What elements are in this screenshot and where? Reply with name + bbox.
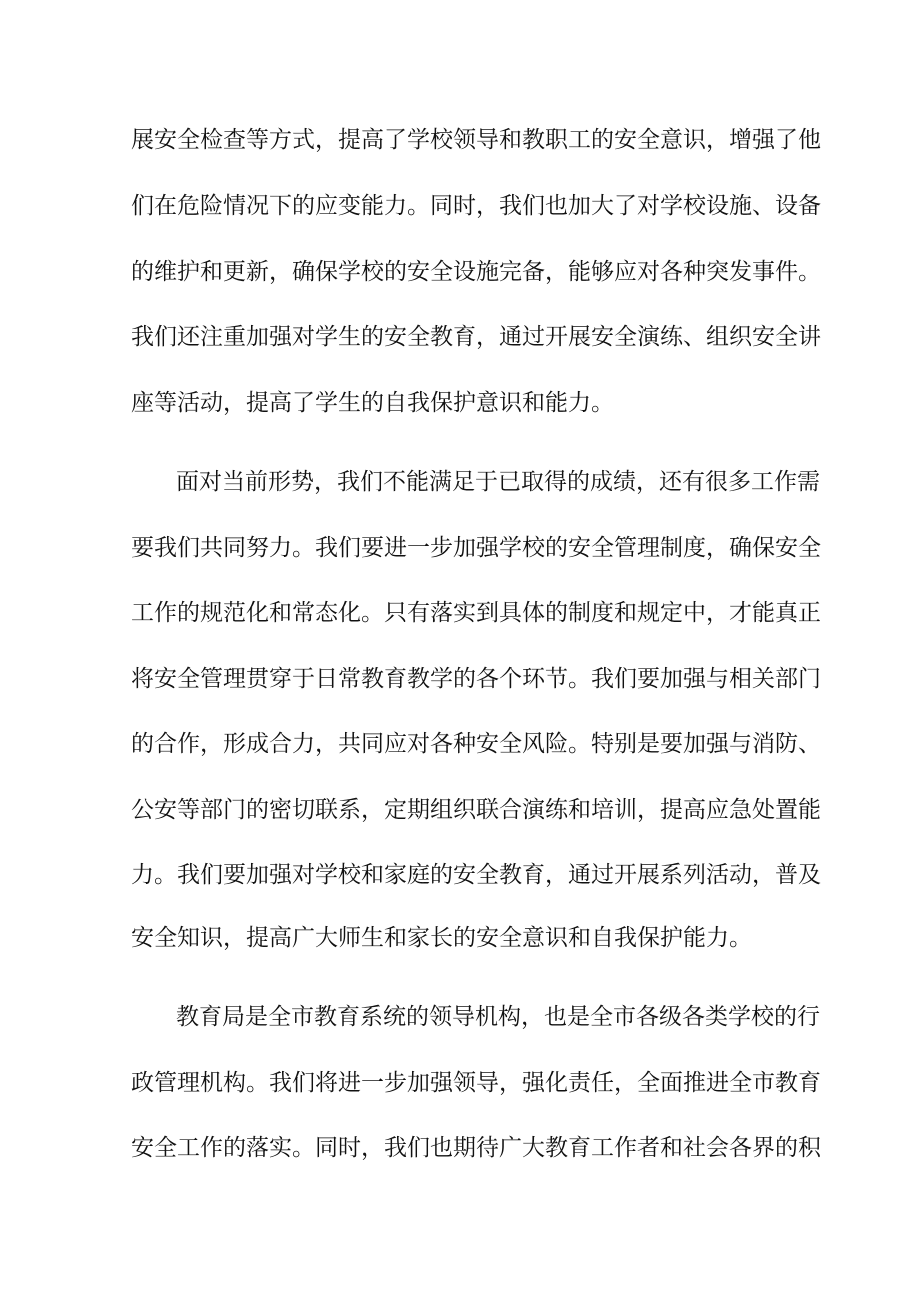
paragraph-1-line-3: 的维护和更新，确保学校的安全设施完备，能够应对各种突发事件。	[131, 259, 821, 285]
paragraph-1-line-1: 展安全检查等方式，提高了学校领导和教职工的安全意识，增强了他	[131, 127, 821, 153]
paragraph-2-line-4: 将安全管理贯穿于日常教育教学的各个环节。我们要加强与相关部门	[131, 666, 821, 692]
paragraph-3-line-1: 教育局是全市教育系统的领导机构，也是全市各级各类学校的行	[176, 1004, 820, 1030]
paragraph-3-line-3: 安全工作的落实。同时，我们也期待广大教育工作者和社会各界的积	[131, 1135, 821, 1161]
paragraph-2-line-1: 面对当前形势，我们不能满足于已取得的成绩，还有很多工作需	[176, 469, 820, 495]
paragraph-3-line-2: 政管理机构。我们将进一步加强领导，强化责任，全面推进全市教育	[131, 1070, 821, 1096]
paragraph-2-line-5: 的合作，形成合力，共同应对各种安全风险。特别是要加强与消防、	[131, 731, 821, 757]
paragraph-2-line-7: 力。我们要加强对学校和家庭的安全教育，通过开展系列活动，普及	[131, 862, 821, 888]
paragraph-1-line-5: 座等活动，提高了学生的自我保护意识和能力。	[131, 390, 614, 416]
paragraph-2-line-2: 要我们共同努力。我们要进一步加强学校的安全管理制度，确保安全	[131, 535, 821, 561]
paragraph-1-line-4: 我们还注重加强对学生的安全教育，通过开展安全演练、组织安全讲	[131, 324, 821, 350]
paragraph-1-line-2: 们在危险情况下的应变能力。同时，我们也加大了对学校设施、设备	[131, 193, 821, 219]
paragraph-2-line-6: 公安等部门的密切联系，定期组织联合演练和培训，提高应急处置能	[131, 797, 821, 823]
paragraph-2-line-8: 安全知识，提高广大师生和家长的安全意识和自我保护能力。	[131, 925, 752, 951]
paragraph-2-line-3: 工作的规范化和常态化。只有落实到具体的制度和规定中，才能真正	[131, 600, 821, 626]
